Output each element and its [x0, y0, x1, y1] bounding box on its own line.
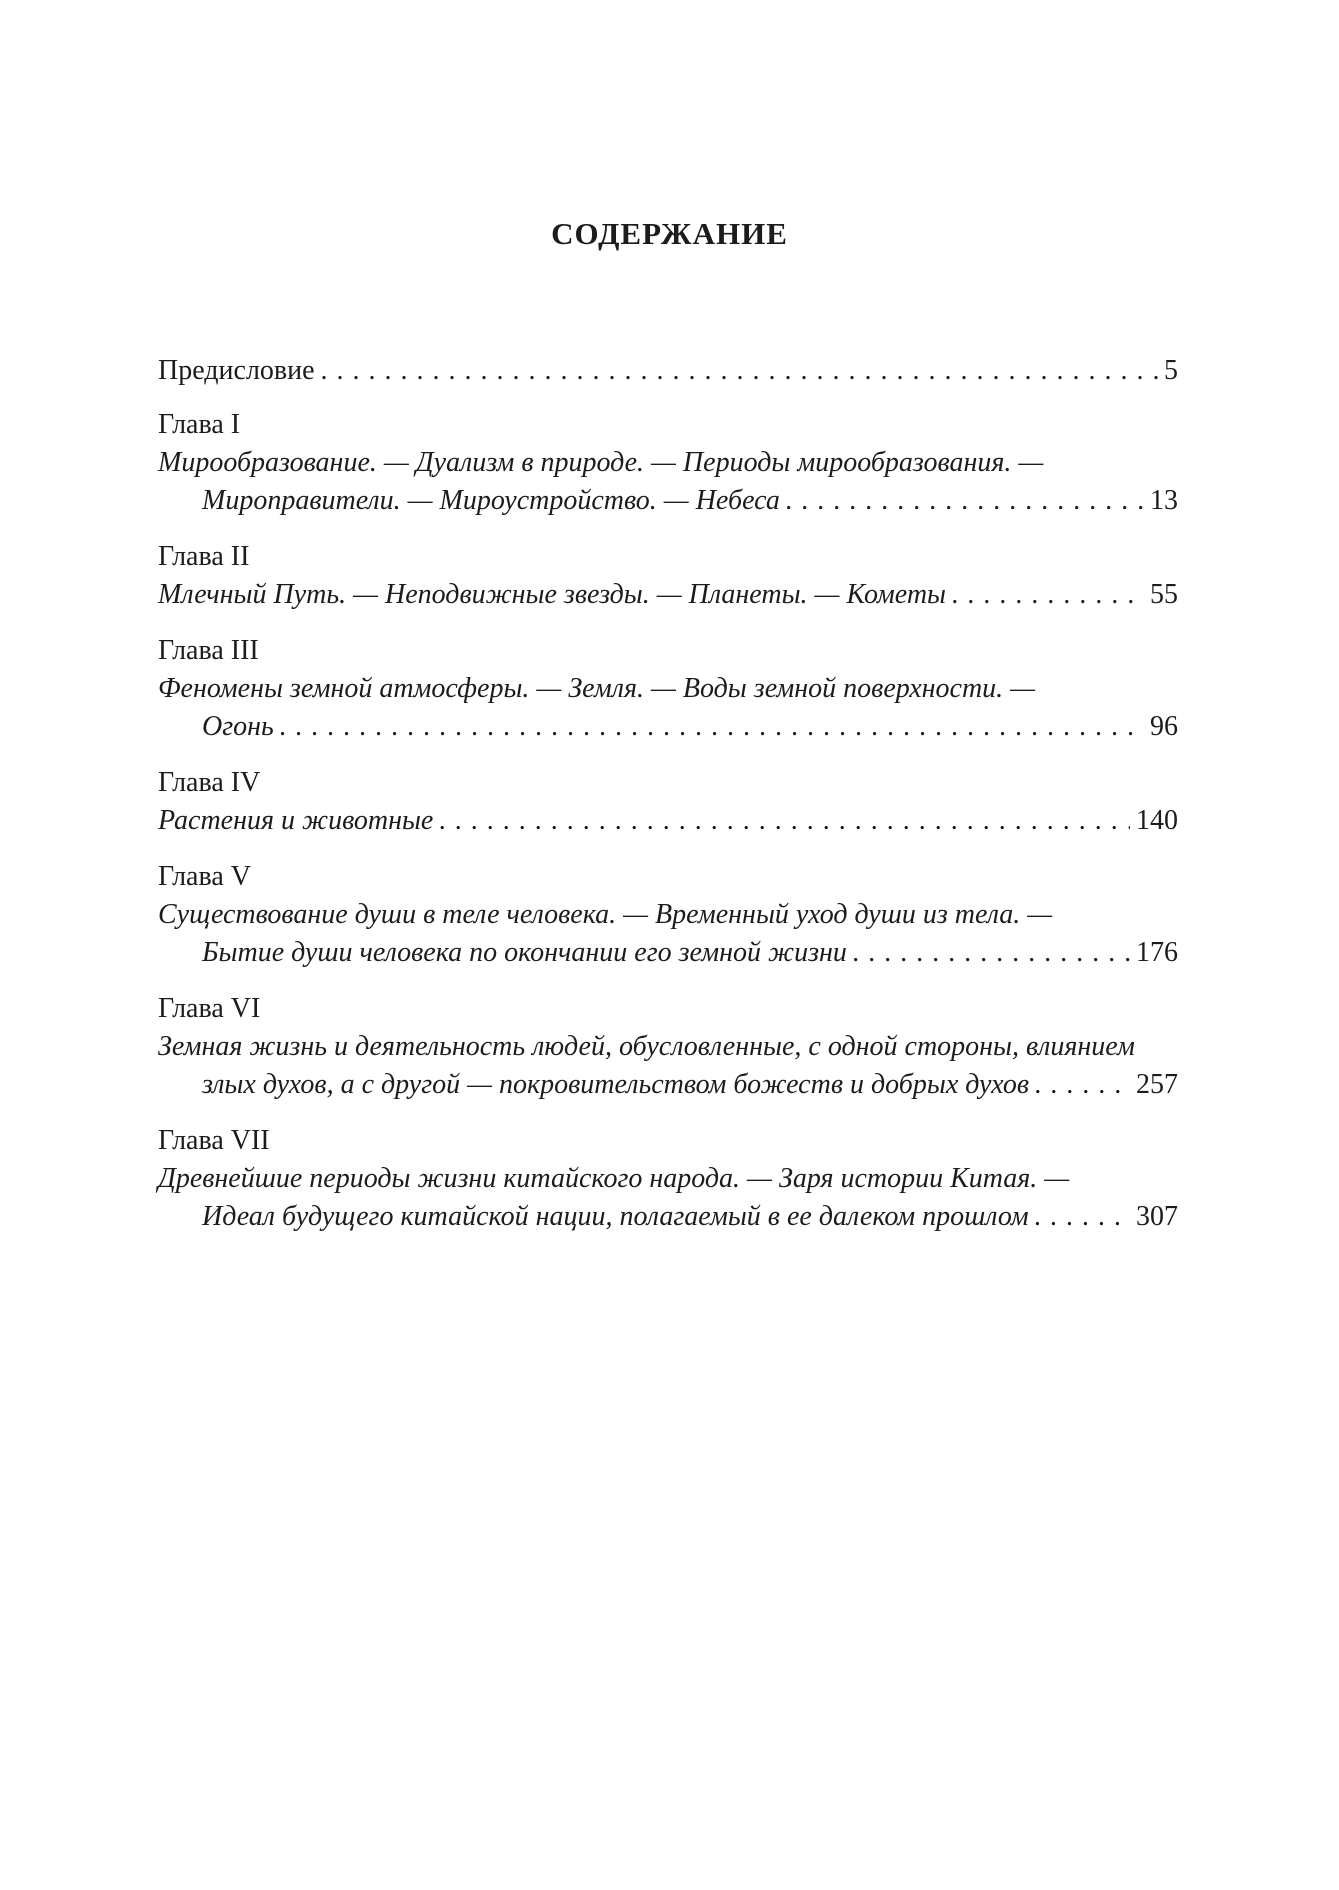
chapter-heading: Глава II [158, 541, 250, 572]
page-number: 5 [1164, 355, 1178, 386]
chapter-heading: Глава VII [158, 1125, 270, 1156]
page-number: 257 [1136, 1069, 1178, 1100]
toc-line [158, 802, 1178, 840]
toc-entry-chapter-7[interactable] [158, 1122, 1178, 1236]
page-number: 96 [1150, 711, 1178, 742]
toc-entry-chapter-6[interactable] [158, 990, 1178, 1104]
page-number: 176 [1136, 937, 1178, 968]
page-number: 55 [1150, 579, 1178, 610]
dot-leader [280, 708, 1144, 746]
toc-entry-chapter-3[interactable] [158, 632, 1178, 746]
toc-line [158, 1198, 1178, 1236]
page-number: 307 [1136, 1201, 1178, 1232]
toc-entry-chapter-5[interactable] [158, 858, 1178, 972]
entry-title: Древнейшие периоды жизни китайского народа. — Заря истории Китая. — [158, 1163, 1070, 1194]
dot-leader [952, 576, 1144, 614]
page-number: 140 [1136, 805, 1178, 836]
toc-line [158, 896, 1178, 934]
chapter-heading: Глава IV [158, 767, 261, 798]
toc-entry-chapter-1[interactable] [158, 406, 1178, 520]
toc-line [158, 352, 1178, 390]
chapter-heading: Глава VI [158, 993, 261, 1024]
entry-title: Мироправители. — Мироустройство. — Небеса [202, 485, 780, 516]
toc-entry-chapter-2[interactable] [158, 538, 1178, 614]
entry-title: Существование души в теле человека. — Временный уход души из тела. — [158, 899, 1053, 930]
chapter-heading: Глава I [158, 409, 241, 440]
toc-line [158, 1028, 1178, 1066]
chapter-heading: Глава III [158, 635, 259, 666]
entry-title: Мирообразование. — Дуализм в природе. — Периоды мирообразования. — [158, 447, 1044, 478]
table-of-contents [158, 352, 1178, 1254]
entry-title: Земная жизнь и деятельность людей, обусловленные, с одной стороны, влиянием [158, 1031, 1135, 1062]
dot-leader [1035, 1066, 1130, 1104]
entry-title: Предисловие [158, 355, 315, 386]
entry-title: Растения и животные [158, 805, 434, 836]
toc-line [158, 1066, 1178, 1104]
toc-line [158, 708, 1178, 746]
dot-leader [1035, 1198, 1130, 1236]
dot-leader [439, 802, 1130, 840]
page-number: 13 [1150, 485, 1178, 516]
toc-line [158, 670, 1178, 708]
toc-entry-chapter-4[interactable] [158, 764, 1178, 840]
dot-leader [786, 482, 1144, 520]
dot-leader [853, 934, 1130, 972]
toc-entry-preface[interactable] [158, 352, 1178, 390]
toc-line [158, 1160, 1178, 1198]
entry-title: злых духов, а с другой — покровительством божеств и добрых духов [202, 1069, 1029, 1100]
toc-line [158, 444, 1178, 482]
dot-leader [321, 352, 1158, 390]
entry-title: Бытие души человека по окончании его земной жизни [202, 937, 847, 968]
toc-line [158, 576, 1178, 614]
page-title: СОДЕРЖАНИЕ [551, 216, 788, 251]
entry-title: Идеал будущего китайской нации, полагаемый в ее далеком прошлом [202, 1201, 1029, 1232]
entry-title: Млечный Путь. — Неподвижные звезды. — Планеты. — Кометы [158, 579, 947, 610]
entry-title: Огонь [202, 711, 274, 742]
toc-line [158, 934, 1178, 972]
chapter-heading: Глава V [158, 861, 251, 892]
toc-line [158, 482, 1178, 520]
entry-title: Феномены земной атмосферы. — Земля. — Воды земной поверхности. — [158, 673, 1036, 704]
